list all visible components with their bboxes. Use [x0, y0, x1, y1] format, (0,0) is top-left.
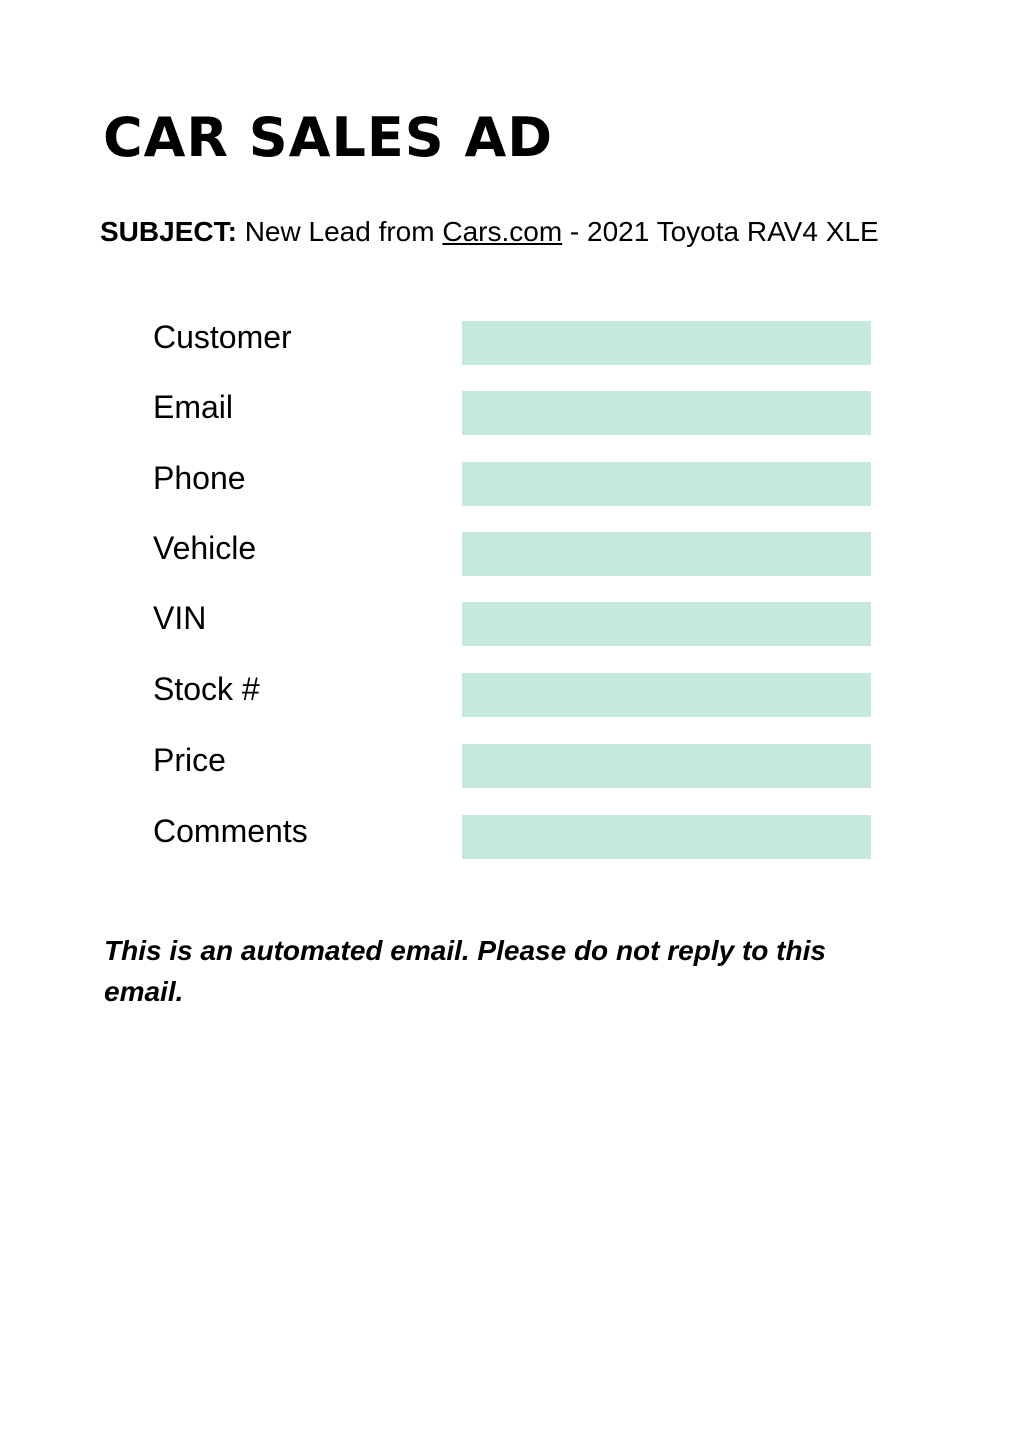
phone-field[interactable]	[462, 462, 871, 506]
price-field[interactable]	[462, 744, 871, 788]
subject-line	[100, 214, 879, 250]
form-row-customer	[0, 321, 1024, 365]
form-row-price	[0, 744, 1024, 788]
vehicle-label: Vehicle	[153, 530, 257, 566]
form-row-vin	[0, 602, 1024, 646]
phone-label: Phone	[153, 460, 246, 496]
form-row-vehicle	[0, 532, 1024, 576]
subject-vehicle: - 2021 Toyota RAV4 XLE	[562, 216, 879, 247]
comments-field[interactable]	[462, 815, 871, 859]
page-title: CAR SALES AD	[103, 106, 554, 169]
comments-label: Comments	[153, 813, 308, 849]
subject-label: SUBJECT:	[100, 216, 237, 247]
form-row-comments	[0, 815, 1024, 859]
stock-field[interactable]	[462, 673, 871, 717]
email-field[interactable]	[462, 391, 871, 435]
customer-field[interactable]	[462, 321, 871, 365]
subject-prefix: New Lead from	[236, 216, 443, 247]
automated-email-notice: This is an automated email. Please do not reply to this email.	[104, 935, 826, 1007]
cars-com-link[interactable]: Cars.com	[442, 216, 563, 247]
stock-label: Stock #	[153, 671, 260, 707]
vin-label: VIN	[153, 600, 207, 636]
vin-field[interactable]	[462, 602, 871, 646]
customer-label: Customer	[153, 319, 292, 355]
vehicle-field[interactable]	[462, 532, 871, 576]
form-row-phone	[0, 462, 1024, 506]
form-row-email	[0, 391, 1024, 435]
form-row-stock	[0, 673, 1024, 717]
price-label: Price	[153, 742, 226, 778]
email-label: Email	[153, 389, 234, 425]
